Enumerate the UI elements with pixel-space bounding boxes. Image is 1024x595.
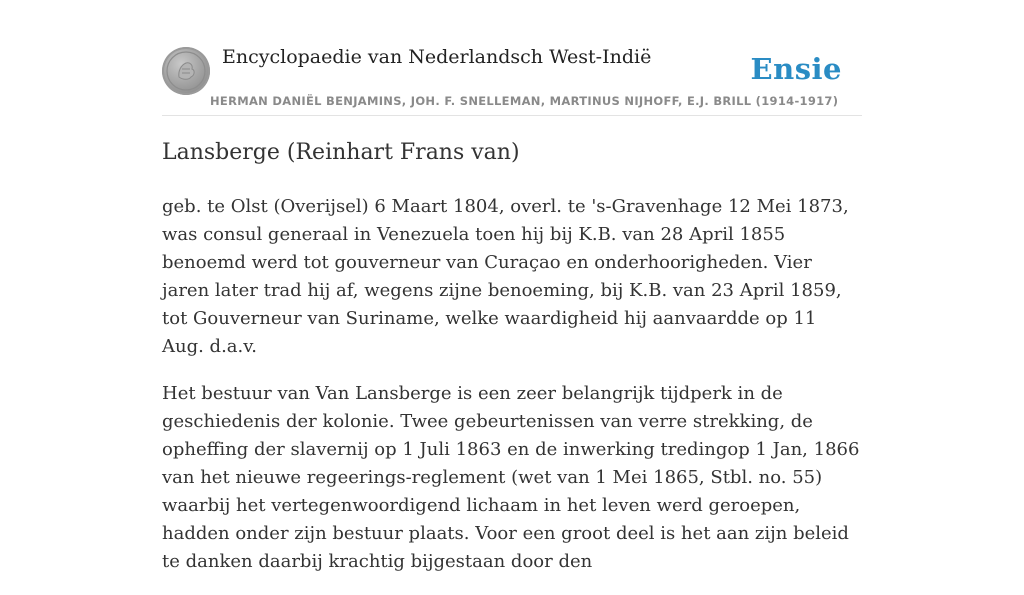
content-container bbox=[162, 0, 862, 572]
article-paragraph: geb. te Olst (Overijsel) 6 Maart 1804, overl. te 's-Gravenhage 12 Mei 1873, was consul generaal in Venezuela toen hij bij K.B. van 28 April 1855 benoemd werd tot gouverneur van Curaçao en onderhoorigheden. Vier jaren later trad hij af, wegens zijne benoeming, bij K.B. van 23 April 1859, tot Gouverneur van Suriname, welke waardigheid hij aanvaardde op 11 Aug. d.a.v. bbox=[162, 196, 849, 357]
coin-seal-icon[interactable] bbox=[162, 47, 210, 95]
article-body bbox=[162, 193, 862, 595]
site-title[interactable]: Encyclopaedie van Nederlandsch West-Indië bbox=[222, 46, 652, 68]
authors-line: HERMAN DANIËL BENJAMINS, JOH. F. SNELLEMAN, MARTINUS NIJHOFF, E.J. BRILL (1914-1917) bbox=[210, 94, 839, 108]
site-header bbox=[162, 0, 862, 116]
brand-logo[interactable]: Ensie bbox=[750, 52, 842, 86]
article-paragraph: Het bestuur van Van Lansberge is een zeer belangrijk tijdperk in de geschiedenis der kolonie. Twee gebeurtenissen van verre strekking, de opheffing der slavernij op 1 Juli 1863 en de inwerking tredingop 1 Jan, 1866 van het nieuwe regeerings-reglement (wet van 1 Mei 1865, Stbl. no. 55) waarbij het vertegenwoordigend lichaam in het leven werd geroepen, hadden onder zijn bestuur plaats. Voor een groot deel is het aan zijn beleid te danken daarbij krachtig bijgestaan door den bbox=[162, 383, 860, 572]
article-title: Lansberge (Reinhart Frans van) bbox=[162, 140, 520, 165]
